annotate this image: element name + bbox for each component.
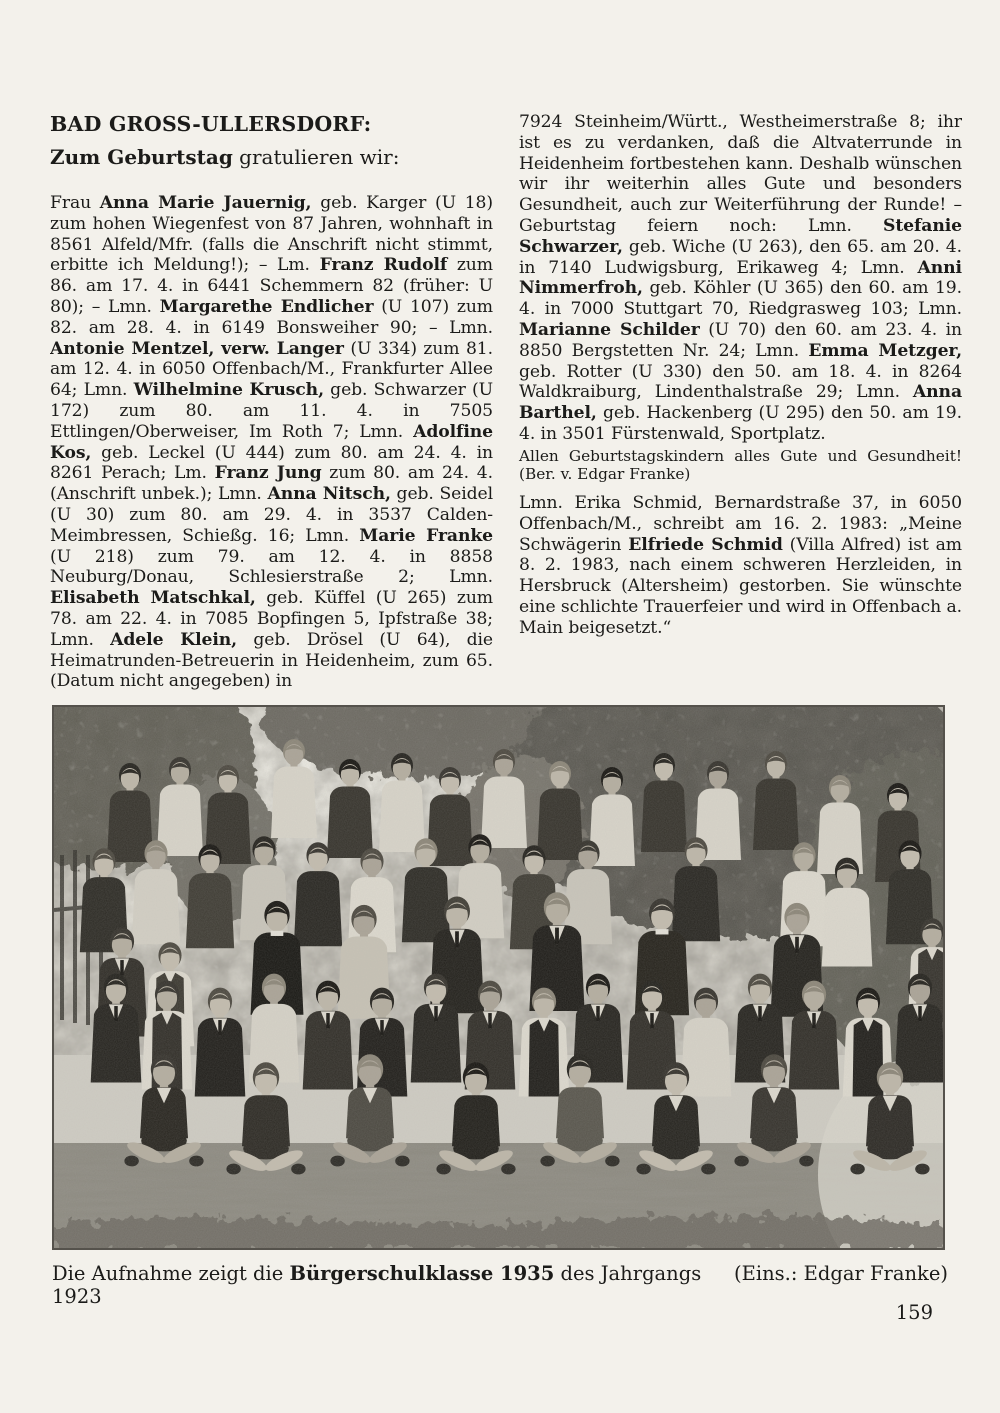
section-subheading: Zum Geburtstag gratulieren wir: [50,145,400,169]
text-columns [50,112,962,704]
class-photo [52,705,945,1250]
section-heading: BAD GROSS-ULLERSDORF: [50,112,372,136]
obituary-paragraph: Lmn. Erika Schmid, Bernardstraße 37, in 6050 Offenbach/M., schreibt am 16. 2. 1983: „Meine Schwägerin Elfriede Schmid (Villa Alfred) ist am 8. 2. 1983, nach einem schweren Herzleiden, in Hersbruck (Altersheim) gestorben. Sie wünschte eine schlichte Trauerfeier und wird in Offenbach a. Main beigesetzt.“ [519,492,962,638]
left-column [50,112,493,704]
class-photo-illustration [52,705,945,1250]
greetings-note: Allen Geburtstagskindern alles Gute und Gesundheit! (Ber. v. Edgar Franke) [519,446,962,484]
photo-credit: (Eins.: Edgar Franke) [734,1262,948,1285]
photo-caption: Die Aufnahme zeigt die Bürgerschulklasse 1935 des Jahrgangs 1923 [52,1262,702,1308]
birthday-list-right: 7924 Steinheim/Württ., Westheimerstraße 8; ihr ist es zu verdanken, daß die Altvaterrunde in Heidenheim fortbestehen kann. Deshalb wünschen wir ihr weiterhin alles Gute und besonders Gesundheit, auch zur Weiterführung der Runde! – Geburtstag feiern noch: Lmn. Stefanie Schwarzer, geb. Wiche (U 263), den 65. am 20. 4. in 7140 Ludwigsburg, Erikaweg 4; Lmn. Anni Nimmerfroh, geb. Köhler (U 365) den 60. am 19. 4. in 7000 Stuttgart 70, Riedgrasweg 103; Lmn. Marianne Schilder (U 70) den 60. am 23. 4. in 8850 Bergstetten Nr. 24; Lmn. Emma Metzger, geb. Rotter (U 330) den 50. am 18. 4. in 8264 Waldkraiburg, Lindenthalstraße 29; Lmn. Anna Barthel, geb. Hackenberg (U 295) den 50. am 19. 4. in 3501 Fürstenwald, Sportplatz. [519,112,962,444]
class-photo-figure [52,705,945,1250]
right-column [519,112,962,704]
birthday-list-left: Frau Anna Marie Jauernig, geb. Karger (U 18) zum hohen Wiegenfest von 87 Jahren, wohnhaft in 8561 Alfeld/Mfr. (falls die Anschrift nicht stimmt, erbitte ich Meldung!); – Lm. Franz Rudolf zum 86. am 17. 4. in 6441 Schemmern 82 (früher: U 80); – Lmn. Margarethe Endlicher (U 107) zum 82. am 28. 4. in 6149 Bonsweiher 90; – Lmn. Antonie Mentzel, verw. Langer (U 334) zum 81. am 12. 4. in 6050 Offenbach/M., Frankfurter Allee 64; Lmn. Wilhelmine Krusch, geb. Schwarzer (U 172) zum 80. am 11. 4. in 7505 Ettlingen/Oberweiser, Im Roth 7; Lmn. Adolfine Kos, geb. Leckel (U 444) zum 80. am 24. 4. in 8261 Perach; Lm. Franz Jung zum 80. am 24. 4. (Anschrift unbek.); Lmn. Anna Nitsch, geb. Seidel (U 30) zum 80. am 29. 4. in 3537 Calden-Meimbressen, Schießg. 16; Lmn. Marie Franke (U 218) zum 79. am 12. 4. in 8858 Neuburg/Donau, Schlesierstraße 2; Lmn. Elisabeth Matschkal, geb. Küffel (U 265) zum 78. am 22. 4. in 7085 Bopfingen 5, Ipfstraße 38; Lmn. Adele Klein, geb. Drösel (U 64), die Heimatrunden-Betreuerin in Heidenheim, zum 65. (Datum nicht angegeben) in [50,193,494,692]
page-number: 159 [895,1301,933,1324]
photo-caption-row [52,1262,948,1308]
